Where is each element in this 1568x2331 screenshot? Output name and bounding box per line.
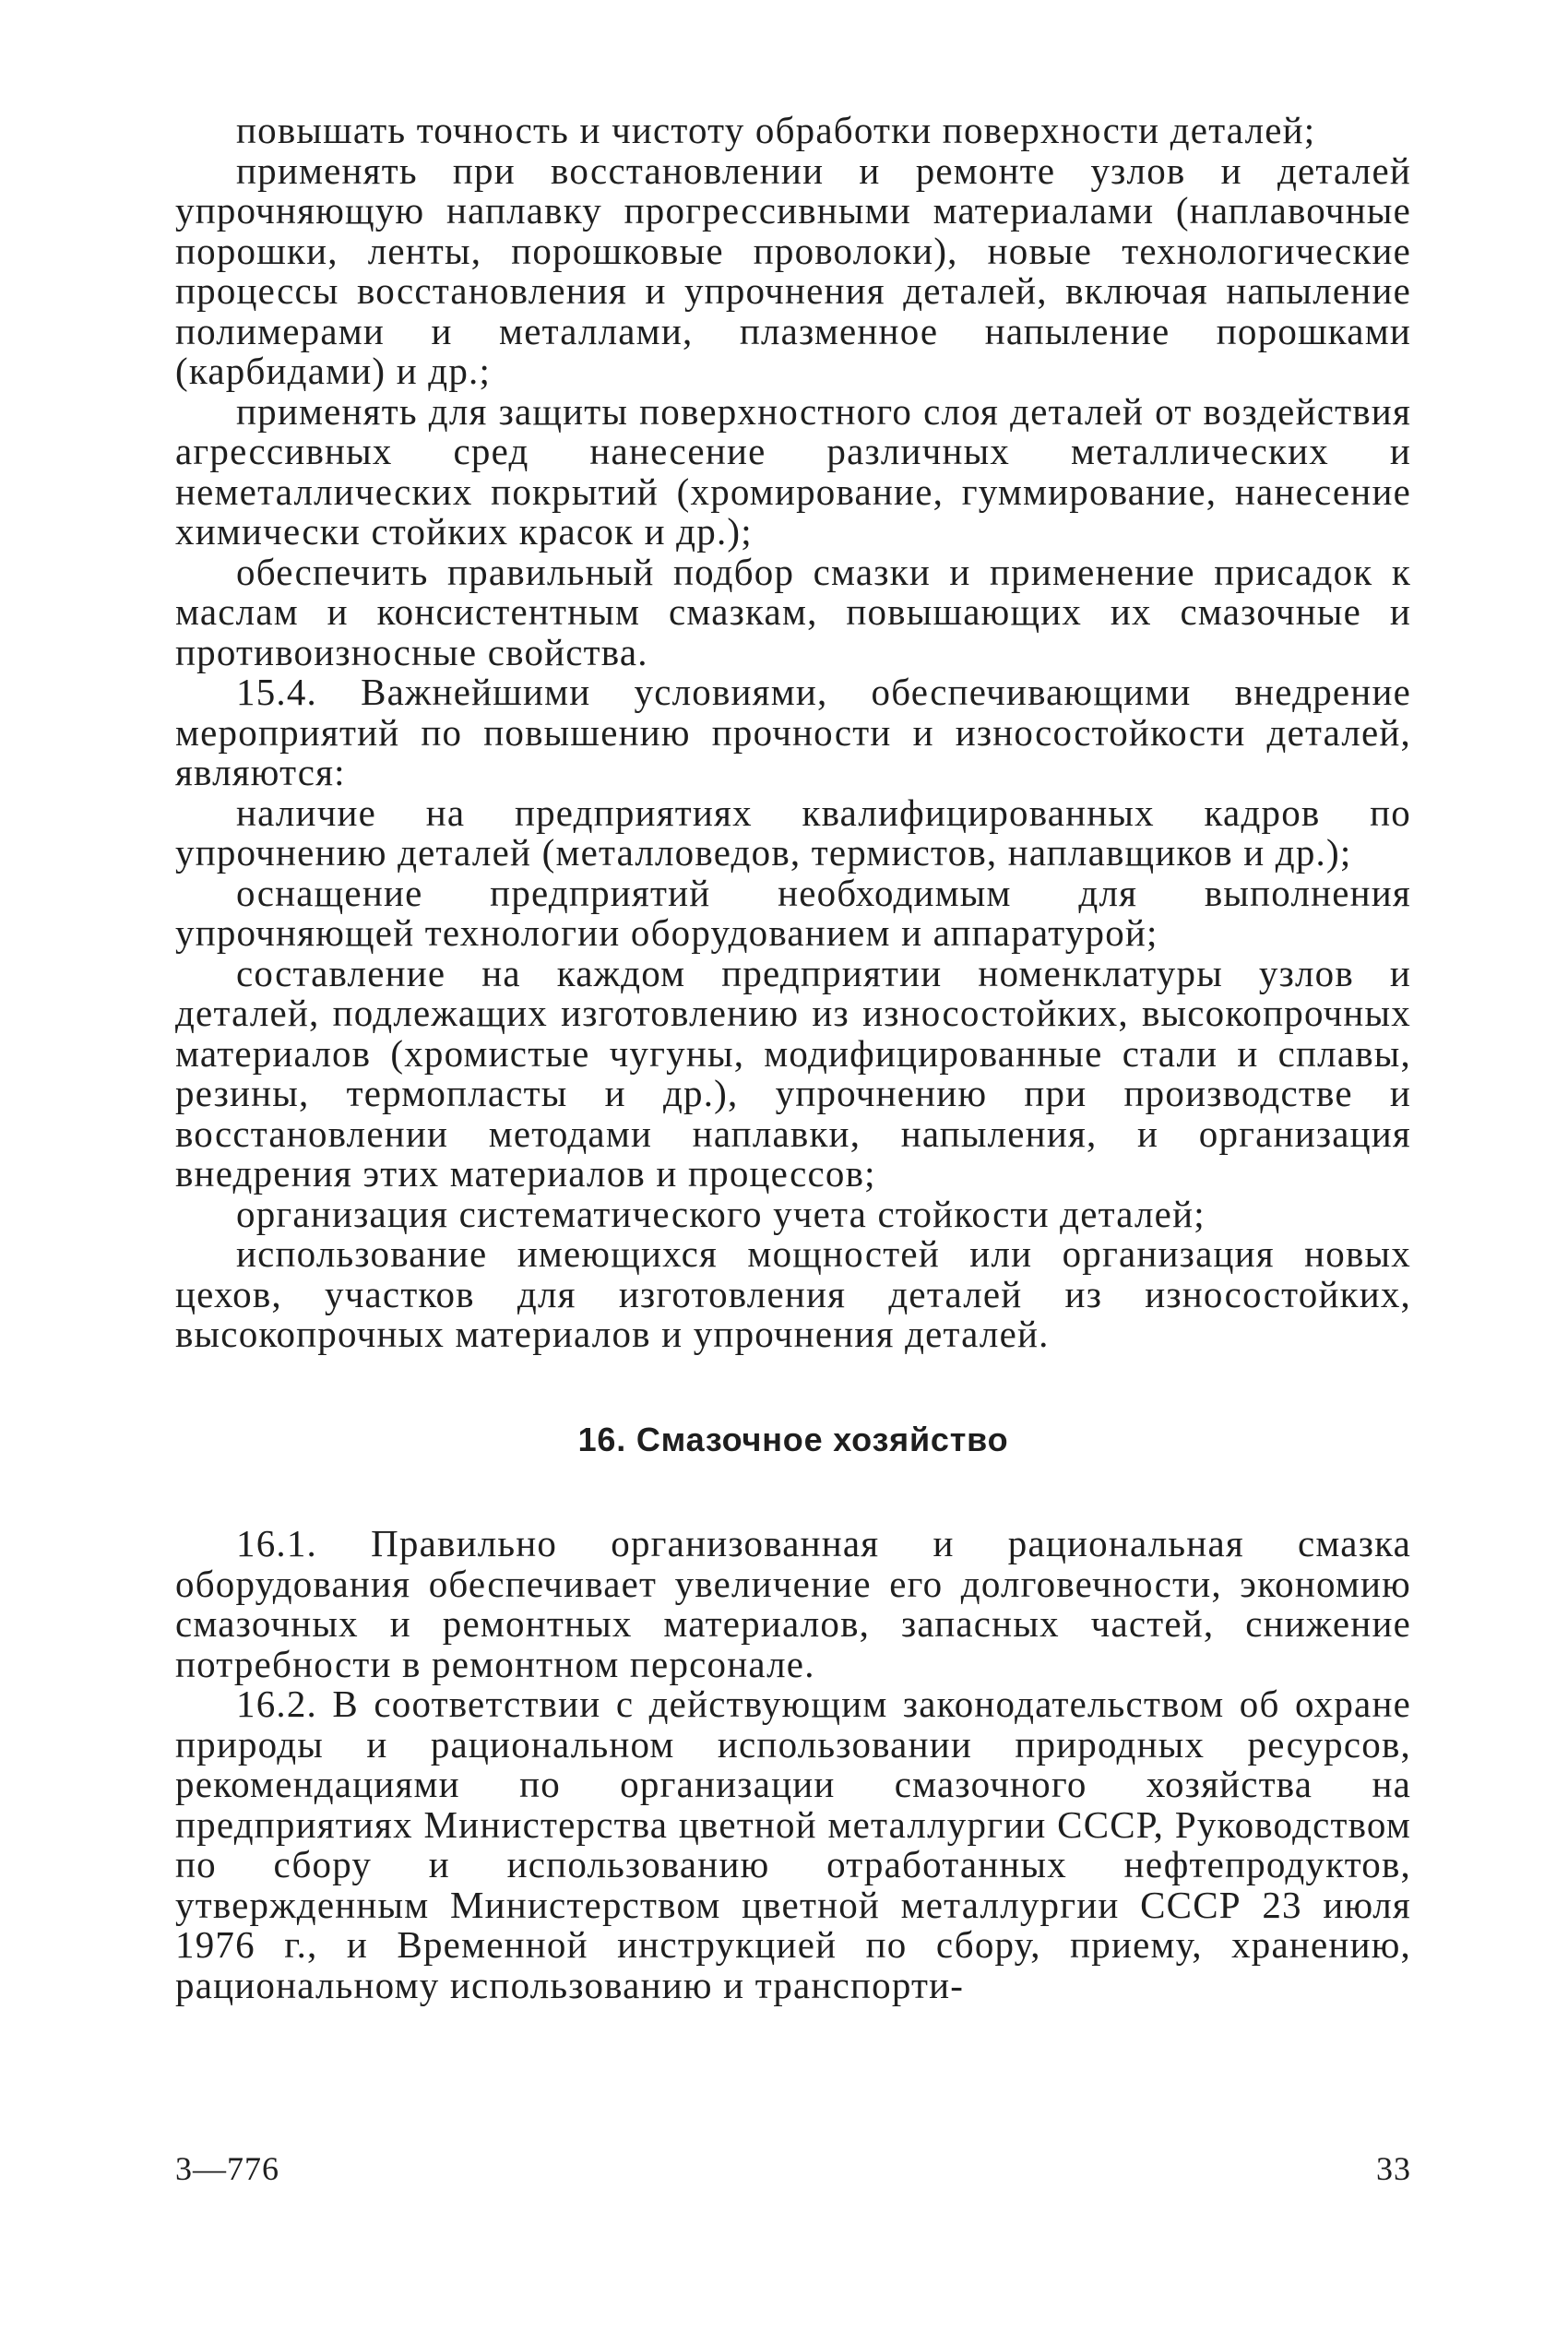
- paragraph-hardfacing: применять при восстановлении и ремонте узлов и деталей упрочняющую наплавку прогрессивными материалами (наплавочные порошки, ленты, порошковые проволоки), новые технологические процессы восстановления и упрочнения деталей, включая напыление полимерами и металлами, плазменное напыление порошками (карбидами) и др.;: [175, 149, 1411, 392]
- page-body: [175, 111, 1411, 2005]
- paragraph-protective-coatings: применять для защиты поверхностного слоя деталей от воздействия агрессивных сред нанесение различных металлических и неметаллических покрытий (хромирование, гуммирование, нанесение химически стойких красок и др.);: [175, 389, 1411, 553]
- paragraph-qualified-staff: наличие на предприятиях квалифицированных кадров по упрочнению деталей (металловедов, термистов, наплавщиков и др.);: [175, 791, 1411, 874]
- paragraph-nomenclature: составление на каждом предприятии номенклатуры узлов и деталей, подлежащих изготовлению из износостойких, высокопрочных материалов (хромистые чугуны, модифицированные стали и сплавы, резины, термопласты и др.), упрочнению при производстве и восстановлении методами наплавки, напыления, и организация внедрения этих материалов и процессов;: [175, 951, 1411, 1195]
- page-footer: [175, 2149, 1411, 2186]
- section-heading: 16. Смазочное хозяйство: [577, 1420, 1009, 1458]
- paragraph-capacities: использование имеющихся мощностей или организация новых цехов, участков для изготовления деталей из износостойких, высокопрочных материалов и упрочнения деталей.: [175, 1232, 1411, 1355]
- paragraph-15-4: 15.4. Важнейшими условиями, обеспечивающими внедрение мероприятий по повышению прочности и износостойкости деталей, являются:: [175, 671, 1411, 793]
- printer-signature: 3—776: [175, 2150, 279, 2187]
- paragraph-lubricant-selection: обеспечить правильный подбор смазки и применение присадок к маслам и консистентным смазкам, повышающих их смазочные и противоизносные свойства.: [175, 550, 1411, 673]
- paragraph-16-2: 16.2. В соответствии с действующим законодательством об охране природы и рациональном использовании природных ресурсов, рекомендациями по организации смазочного хозяйства на предприятиях Министерства цветной металлургии СССР, Руководством по сбору и использованию отработанных нефтепродуктов, утвержденным Министерством цветной металлургии СССР 23 июля 1976 г., и Временной инструкцией по сбору, приему, хранению, рациональному использованию и транспорти-: [175, 1683, 1411, 2006]
- paragraph-accounting: организация систематического учета стойкости деталей;: [236, 1192, 1206, 1235]
- page-number: 33: [1376, 2150, 1411, 2187]
- paragraph-equipment: оснащение предприятий необходимым для выполнения упрочняющей технологии оборудованием и аппаратурой;: [175, 871, 1411, 954]
- paragraph-16-1: 16.1. Правильно организованная и рациональная смазка оборудования обеспечивает увеличение его долговечности, экономию смазочных и ремонтных материалов, запасных частей, снижение потребности в ремонтном персонале.: [175, 1522, 1411, 1685]
- paragraph-surface-precision: повышать точность и чистоту обработки поверхности деталей;: [236, 109, 1316, 151]
